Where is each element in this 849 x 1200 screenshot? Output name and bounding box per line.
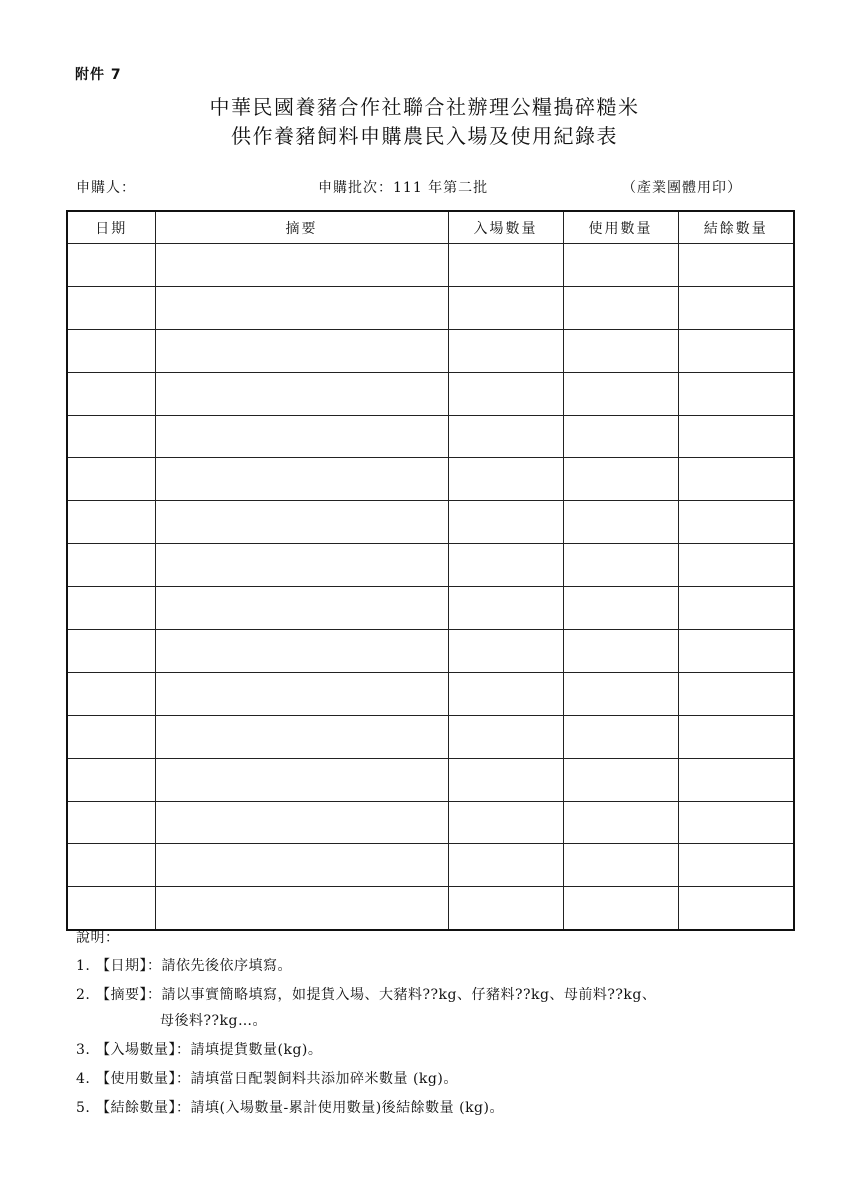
table-row bbox=[67, 458, 794, 501]
cell-summary bbox=[155, 758, 448, 801]
note-number: 3. bbox=[76, 1042, 91, 1058]
note-text: 【摘要】：請以事實簡略填寫，如提貨入場、大豬料??kg、仔豬料??kg、母前料??kg、 bbox=[96, 987, 657, 1003]
cell-date bbox=[67, 672, 155, 715]
cell-in-quantity bbox=[448, 286, 563, 329]
form-title-line-1: 中華民國養豬合作社聯合社辦理公糧搗碎糙米 bbox=[209, 95, 640, 119]
cell-summary bbox=[155, 715, 448, 758]
cell-balance-quantity bbox=[678, 544, 794, 587]
cell-summary bbox=[155, 458, 448, 501]
cell-balance-quantity bbox=[678, 715, 794, 758]
cell-date bbox=[67, 544, 155, 587]
cell-summary bbox=[155, 587, 448, 630]
cell-in-quantity bbox=[448, 244, 563, 287]
cell-date bbox=[67, 244, 155, 287]
record-table bbox=[66, 210, 795, 931]
cell-date bbox=[67, 372, 155, 415]
note-item bbox=[76, 1069, 656, 1089]
cell-used-quantity bbox=[563, 758, 678, 801]
cell-date bbox=[67, 501, 155, 544]
cell-used-quantity bbox=[563, 415, 678, 458]
header-date: 日期 bbox=[67, 211, 155, 244]
cell-date bbox=[67, 587, 155, 630]
cell-date bbox=[67, 715, 155, 758]
cell-in-quantity bbox=[448, 672, 563, 715]
cell-date bbox=[67, 329, 155, 372]
table-body bbox=[67, 244, 794, 931]
cell-in-quantity bbox=[448, 544, 563, 587]
note-item bbox=[76, 985, 656, 1031]
cell-used-quantity bbox=[563, 286, 678, 329]
cell-date bbox=[67, 458, 155, 501]
table-row bbox=[67, 544, 794, 587]
cell-used-quantity bbox=[563, 501, 678, 544]
cell-used-quantity bbox=[563, 672, 678, 715]
header-in-quantity: 入場數量 bbox=[448, 211, 563, 244]
cell-in-quantity bbox=[448, 372, 563, 415]
table-row bbox=[67, 758, 794, 801]
cell-used-quantity bbox=[563, 329, 678, 372]
cell-used-quantity bbox=[563, 544, 678, 587]
note-text-continuation: 母後料??kg…。 bbox=[160, 1013, 267, 1029]
cell-balance-quantity bbox=[678, 887, 794, 930]
cell-balance-quantity bbox=[678, 372, 794, 415]
table-row bbox=[67, 887, 794, 930]
seal-label: （產業團體用印） bbox=[622, 180, 742, 196]
table-row bbox=[67, 715, 794, 758]
annex-label: 附件 7 bbox=[75, 67, 122, 83]
note-item bbox=[76, 1040, 656, 1060]
cell-used-quantity bbox=[563, 801, 678, 844]
table-row bbox=[67, 415, 794, 458]
cell-balance-quantity bbox=[678, 672, 794, 715]
note-item bbox=[76, 956, 656, 976]
cell-in-quantity bbox=[448, 715, 563, 758]
cell-in-quantity bbox=[448, 458, 563, 501]
cell-date bbox=[67, 758, 155, 801]
cell-balance-quantity bbox=[678, 758, 794, 801]
cell-used-quantity bbox=[563, 458, 678, 501]
cell-used-quantity bbox=[563, 887, 678, 930]
table-row bbox=[67, 501, 794, 544]
cell-date bbox=[67, 630, 155, 673]
form-title-line-2: 供作養豬飼料申購農民入場及使用紀錄表 bbox=[231, 124, 618, 148]
cell-date bbox=[67, 415, 155, 458]
table-row bbox=[67, 329, 794, 372]
cell-in-quantity bbox=[448, 501, 563, 544]
note-item bbox=[76, 1098, 656, 1118]
cell-date bbox=[67, 844, 155, 887]
cell-summary bbox=[155, 844, 448, 887]
cell-in-quantity bbox=[448, 630, 563, 673]
cell-used-quantity bbox=[563, 844, 678, 887]
note-number: 4. bbox=[76, 1071, 91, 1087]
header-used-quantity: 使用數量 bbox=[563, 211, 678, 244]
cell-balance-quantity bbox=[678, 415, 794, 458]
cell-in-quantity bbox=[448, 758, 563, 801]
table-row bbox=[67, 244, 794, 287]
cell-summary bbox=[155, 501, 448, 544]
cell-balance-quantity bbox=[678, 329, 794, 372]
table-header-row bbox=[67, 211, 794, 244]
cell-balance-quantity bbox=[678, 244, 794, 287]
cell-in-quantity bbox=[448, 415, 563, 458]
notes-section bbox=[76, 928, 656, 1127]
cell-balance-quantity bbox=[678, 286, 794, 329]
applicant-label: 申購人： bbox=[76, 180, 136, 196]
cell-in-quantity bbox=[448, 887, 563, 930]
note-text: 【結餘數量】：請填(入場數量-累計使用數量)後結餘數量 (kg)。 bbox=[96, 1100, 504, 1116]
cell-balance-quantity bbox=[678, 501, 794, 544]
cell-summary bbox=[155, 372, 448, 415]
cell-in-quantity bbox=[448, 329, 563, 372]
note-text: 【日期】：請依先後依序填寫。 bbox=[96, 958, 292, 974]
cell-date bbox=[67, 801, 155, 844]
table-row bbox=[67, 630, 794, 673]
batch-label: 申購批次：111 年第二批 bbox=[318, 180, 489, 196]
cell-used-quantity bbox=[563, 587, 678, 630]
table-row bbox=[67, 587, 794, 630]
note-number: 1. bbox=[76, 958, 91, 974]
cell-summary bbox=[155, 801, 448, 844]
cell-summary bbox=[155, 329, 448, 372]
cell-summary bbox=[155, 244, 448, 287]
cell-balance-quantity bbox=[678, 844, 794, 887]
cell-used-quantity bbox=[563, 372, 678, 415]
cell-balance-quantity bbox=[678, 587, 794, 630]
cell-date bbox=[67, 887, 155, 930]
cell-balance-quantity bbox=[678, 458, 794, 501]
note-text: 【入場數量】：請填提貨數量(kg)。 bbox=[96, 1042, 323, 1058]
cell-balance-quantity bbox=[678, 801, 794, 844]
table-row bbox=[67, 672, 794, 715]
table-row bbox=[67, 286, 794, 329]
cell-summary bbox=[155, 286, 448, 329]
note-text: 【使用數量】：請填當日配製飼料共添加碎米數量 (kg)。 bbox=[96, 1071, 458, 1087]
cell-used-quantity bbox=[563, 630, 678, 673]
note-number: 2. bbox=[76, 987, 91, 1003]
note-number: 5. bbox=[76, 1100, 91, 1116]
cell-date bbox=[67, 286, 155, 329]
table-row bbox=[67, 801, 794, 844]
header-summary: 摘要 bbox=[155, 211, 448, 244]
cell-in-quantity bbox=[448, 587, 563, 630]
cell-balance-quantity bbox=[678, 630, 794, 673]
cell-summary bbox=[155, 630, 448, 673]
cell-used-quantity bbox=[563, 244, 678, 287]
table-row bbox=[67, 844, 794, 887]
table-row bbox=[67, 372, 794, 415]
cell-in-quantity bbox=[448, 801, 563, 844]
cell-used-quantity bbox=[563, 715, 678, 758]
cell-summary bbox=[155, 672, 448, 715]
notes-heading: 說明： bbox=[76, 930, 120, 946]
cell-summary bbox=[155, 415, 448, 458]
cell-summary bbox=[155, 544, 448, 587]
cell-summary bbox=[155, 887, 448, 930]
cell-in-quantity bbox=[448, 844, 563, 887]
header-balance-quantity: 結餘數量 bbox=[678, 211, 794, 244]
